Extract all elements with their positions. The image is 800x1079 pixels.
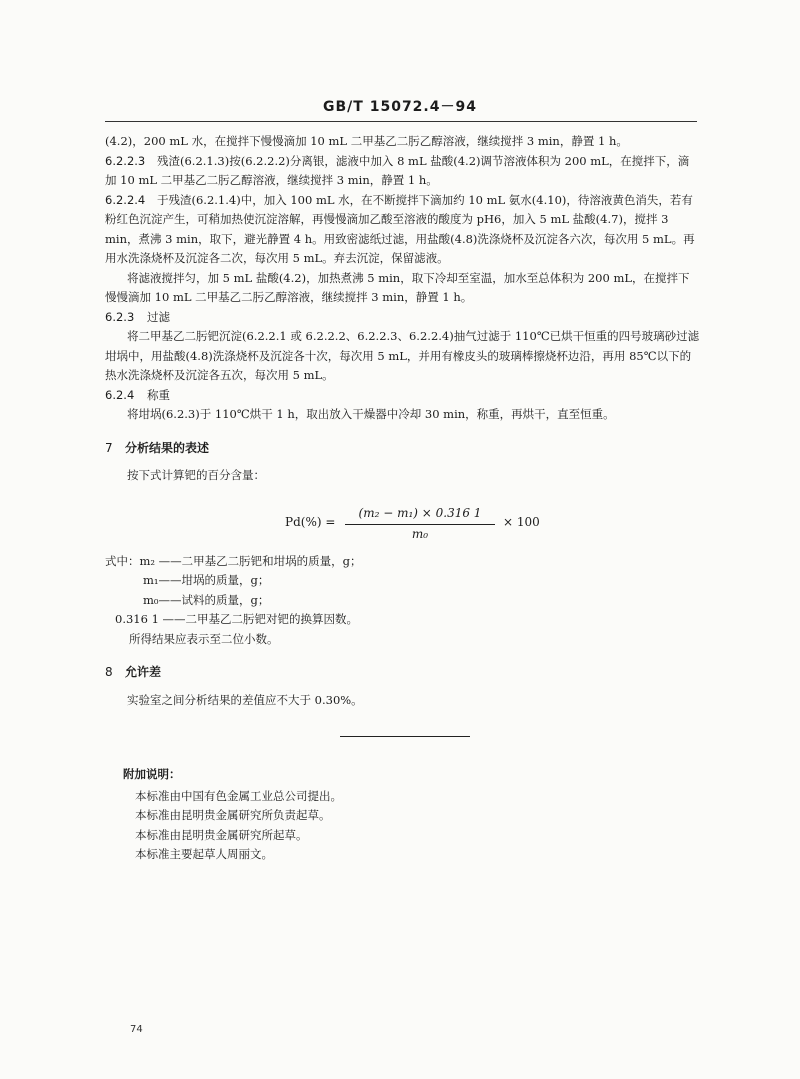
formula-where-m1: m₁——坩埚的质量，g； (143, 573, 270, 587)
formula-where-m2: 式中：m₂ ——二甲基乙二肟钯和坩埚的质量，g； (105, 553, 362, 568)
additional-notes-title: 附加说明： (123, 767, 181, 781)
clause-text: 于残渣(6.2.1.4)中，加入 100 mL 水，在不断搅拌下滴加约 10 mL 氨水(4.10)，待溶液黄色消失，若有粉红色沉淀产生，可稍加热使沉淀溶解，再慢慢滴加乙酸至溶液的酸度为 pH6，加入 5 mL 盐酸(4.7)，搅拌 3 min，煮沸 3 min，取下，避光静置 4 h。用致密滤纸过滤，用盐酸(4.8)洗涤烧杯及沉淀各六次，每次用 5 mL。再用水洗涤烧杯及沉淀各二次，每次用 5 mL。弃去沉淀，保留滤液。 (105, 192, 695, 265)
clause-6-2-3-heading (105, 308, 700, 328)
result-precision-note: 所得结果应表示至二位小数。 (129, 631, 279, 646)
additional-note-line: 本标准由昆明贵金属研究所起草。 (135, 827, 308, 842)
formula-where-factor: 0.316 1 ——二甲基乙二肟钯对钯的换算因数。 (115, 612, 359, 626)
standard-number-header: GB/T 15072.4－94 (323, 99, 477, 115)
formula-denominator: m₀ (411, 527, 429, 541)
formula-fraction (345, 504, 495, 545)
section-number: 8 (105, 665, 113, 679)
formula-intro: 按下式计算钯的百分含量： (127, 468, 265, 482)
clause-title: 称重 (147, 387, 170, 402)
clause-6-2-2-4 (105, 191, 700, 269)
section-title: 允许差 (125, 665, 162, 679)
section-8-heading (105, 663, 700, 683)
formula-lhs: Pd(%) = (285, 514, 336, 529)
palladium-formula (105, 504, 700, 542)
additional-note-line: 本标准主要起草人周丽文。 (135, 847, 273, 861)
clause-text: 残渣(6.2.1.3)按(6.2.2.2)分离银，滤液中加入 8 mL 盐酸(4.2)调节溶液体积为 200 mL，在搅拌下，滴加 10 mL 二甲基乙二肟乙醇溶液，继续搅拌 3 min，静置 1 h。 (105, 153, 690, 187)
formula-multiplier: × 100 (503, 514, 540, 529)
clause-6-2-2-3 (105, 152, 700, 191)
section-title: 分析结果的表述 (125, 440, 210, 455)
formula-where-m0: m₀——试料的质量，g； (143, 592, 270, 607)
clause-title: 过滤 (147, 309, 170, 324)
section-number: 7 (105, 440, 113, 455)
additional-note-line: 本标准由昆明贵金属研究所负责起草。 (135, 808, 331, 822)
clause-number: 6.2.2.3 (105, 153, 146, 168)
clause-number: 6.2.2.4 (105, 192, 146, 207)
clause-6-2-4-text: 将坩埚(6.2.3)于 110℃烘干 1 h，取出放入干燥器中冷却 30 min，称重，再烘干，直至恒重。 (127, 407, 615, 421)
main-content (105, 132, 700, 865)
paragraph-continued: (4.2)，200 mL 水，在搅拌下慢慢滴加 10 mL 二甲基乙二肟乙醇溶液，继续搅拌 3 min，静置 1 h。 (105, 134, 628, 148)
end-divider (340, 736, 470, 737)
header-rule (105, 121, 697, 122)
clause-number: 6.2.4 (105, 387, 135, 402)
clause-6-2-2-4-continued: 将滤液搅拌匀，加 5 mL 盐酸(4.2)，加热煮沸 5 min，取下冷却至室温，加水至总体积为 200 mL，在搅拌下慢慢滴加 10 mL 二甲基乙二肟乙醇溶液，继续搅拌 3 min，静置 1 h。 (105, 270, 690, 304)
clause-6-2-4-heading (105, 386, 700, 406)
clause-number: 6.2.3 (105, 309, 135, 324)
page-number: 74 (130, 1024, 143, 1035)
section-7-heading (105, 439, 700, 459)
formula-numerator: (m₂ − m₁) × 0.316 1 (345, 504, 495, 526)
clause-6-2-3-text: 将二甲基乙二肟钯沉淀(6.2.2.1 或 6.2.2.2、6.2.2.3、6.2.2.4)抽气过滤于 110℃已烘干恒重的四号玻璃砂过滤坩埚中，用盐酸(4.8)洗涤烧杯及沉淀各十次，每次用 5 mL，并用有橡皮头的玻璃棒擦烧杯边沿，再用 85℃以下的热水洗涤烧杯及沉淀各五次，每次用 5 mL。 (105, 329, 700, 382)
additional-note-line: 本标准由中国有色金属工业总公司提出。 (135, 788, 342, 803)
tolerance-text: 实验室之间分析结果的差值应不大于 0.30%。 (127, 692, 363, 707)
